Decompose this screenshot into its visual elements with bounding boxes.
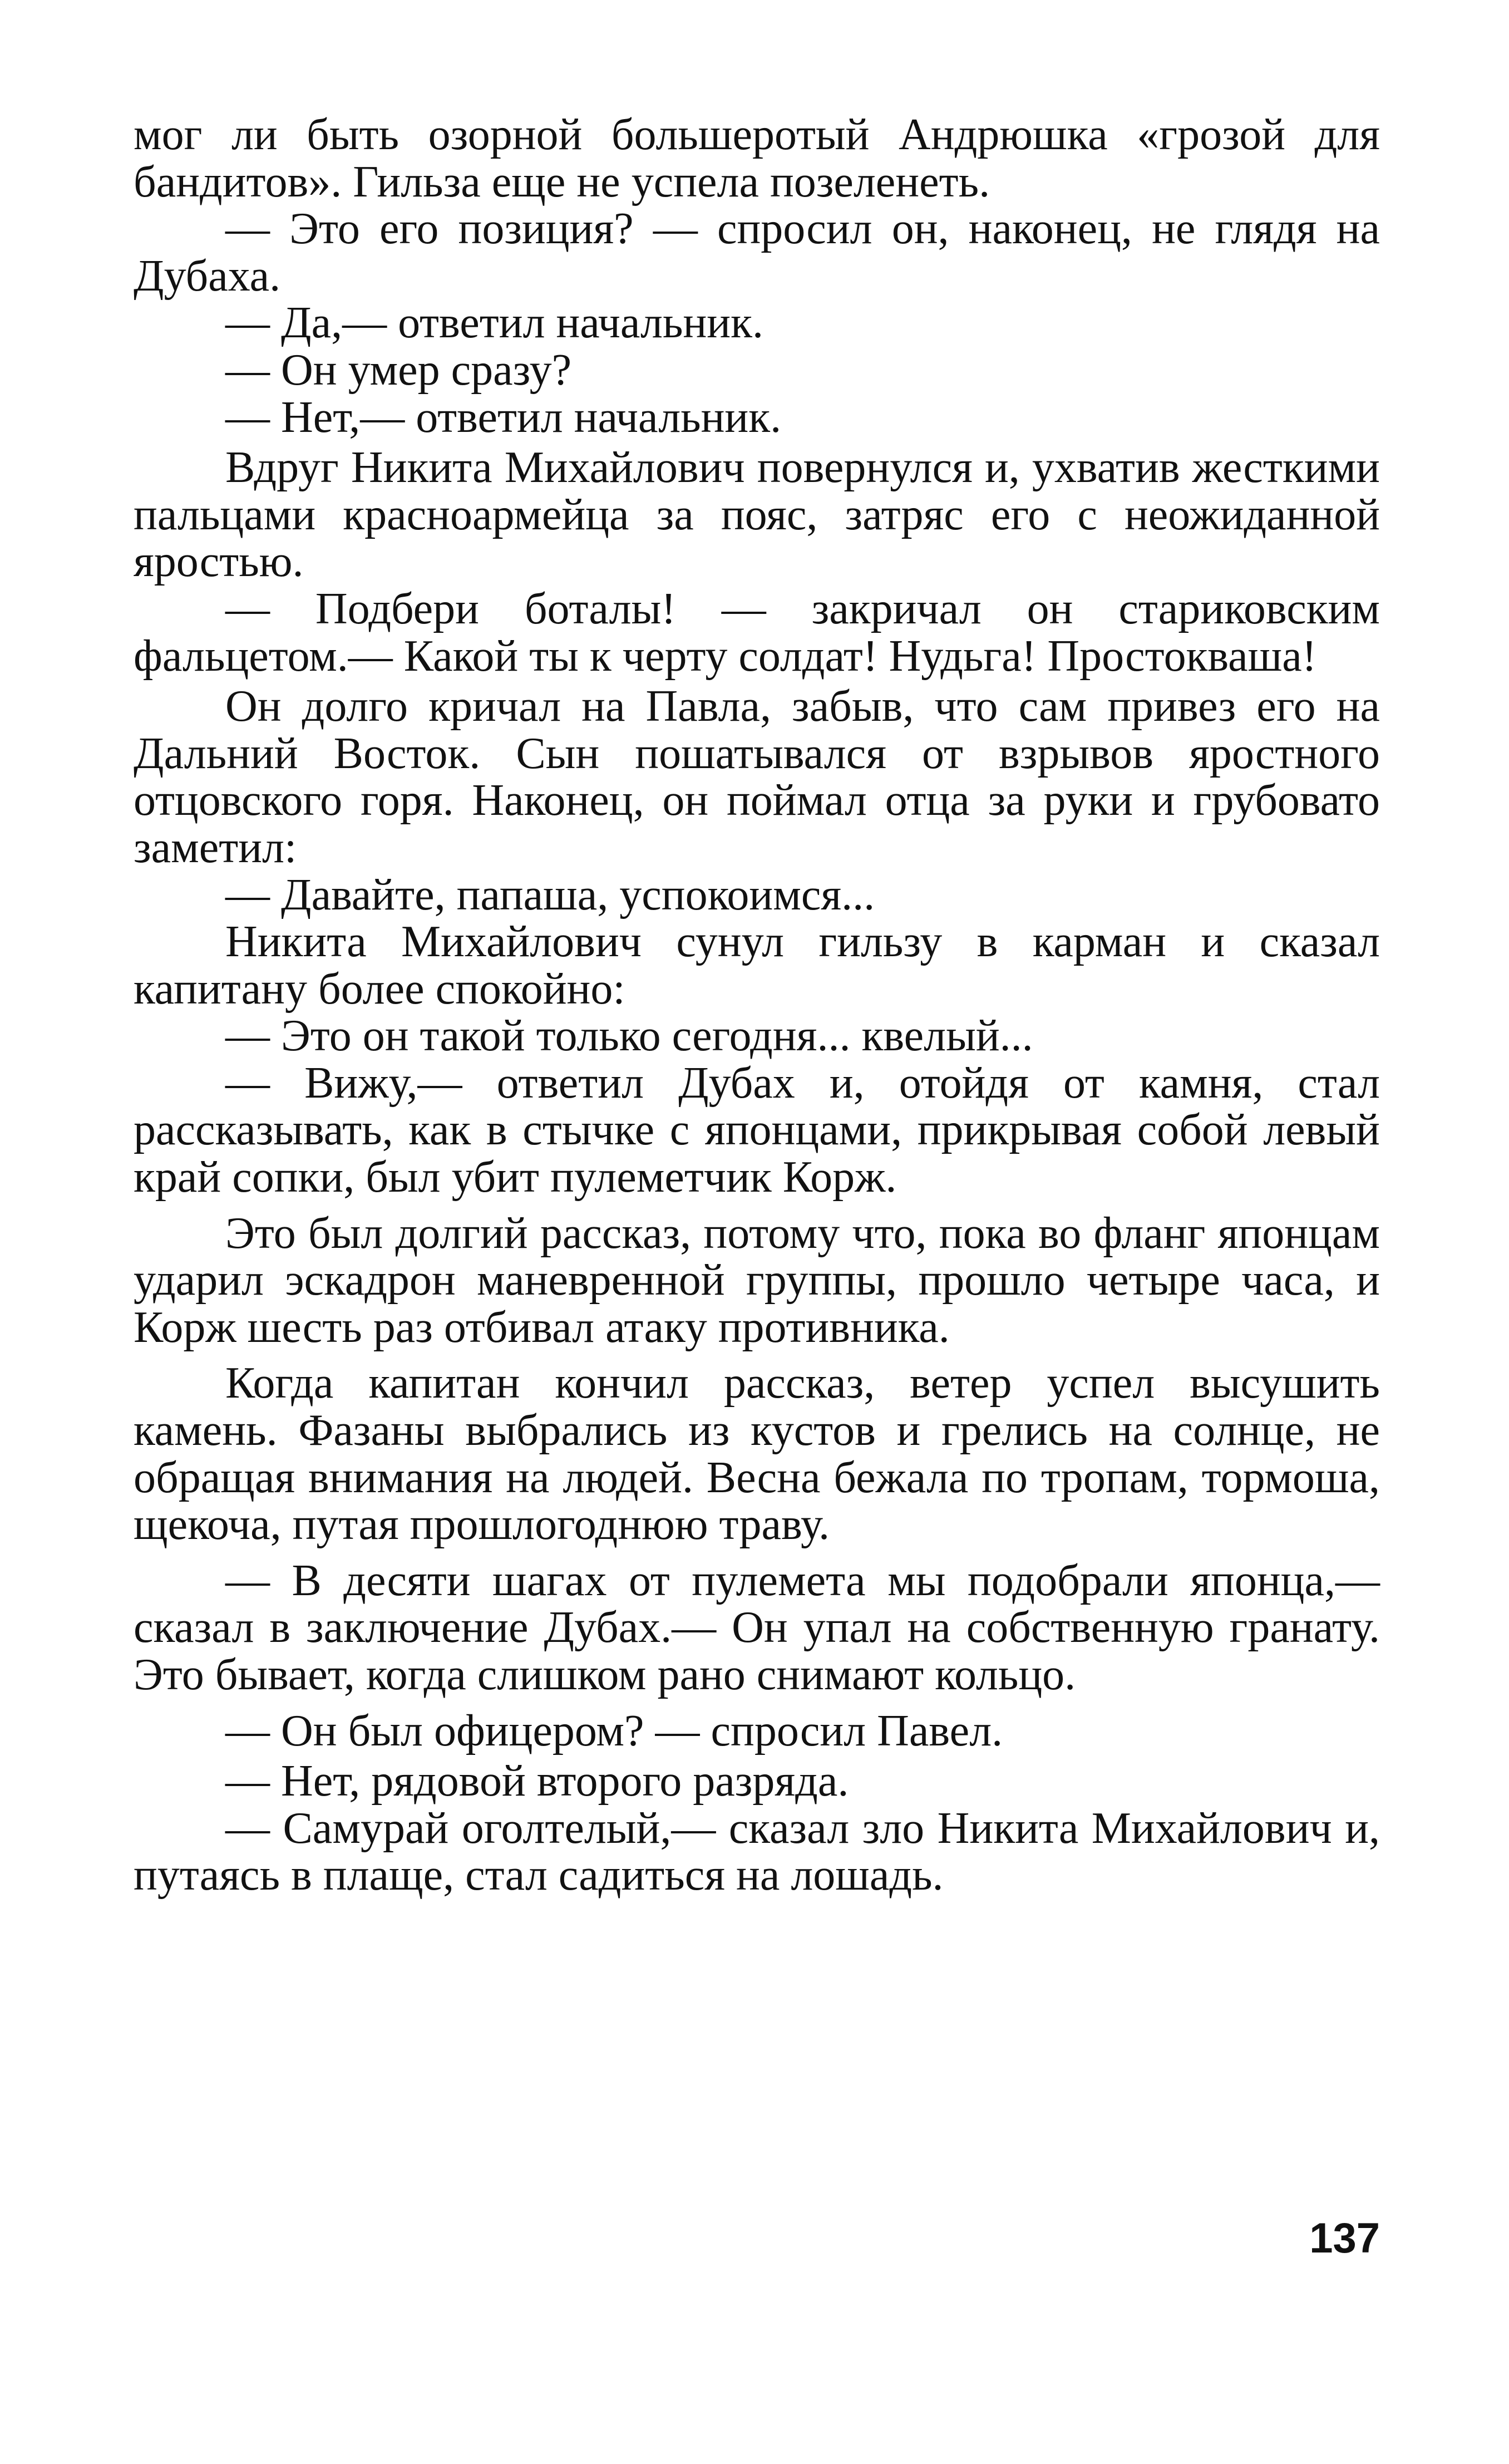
paragraph-continuation: мог ли быть озорной большеротый Андрюшка «грозой для бандитов». Гильза еще не успела позеленеть. <box>134 110 1380 206</box>
dialogue-line: — Вижу,— ответил Дубах и, отойдя от камня, стал рассказывать, как в стычке с японцами, прикрывая собой левый край сопки, был убит пулеметчик Корж. <box>134 1058 1380 1202</box>
book-page <box>134 111 1380 2393</box>
dialogue-line: — Нет,— ответил начальник. <box>225 392 782 442</box>
dialogue-line: — Он умер сразу? <box>225 345 572 395</box>
dialogue-line: — Это он такой только сегодня... квелый... <box>225 1011 1033 1061</box>
dialogue-line: — Подбери боталы! — закричал он стариковским фальцетом.— Какой ты к черту солдат! Нудьга! Простокваша! <box>134 584 1380 681</box>
dialogue-line: — В десяти шагах от пулемета мы подобрали японца,— сказал в заключение Дубах.— Он упал на собственную гранату. Это бывает, когда слишком рано снимают кольцо. <box>134 1556 1380 1699</box>
dialogue-line: — Это его позиция? — спросил он, наконец, не глядя на Дубаха. <box>134 204 1380 301</box>
dialogue-line: — Нет, рядовой второго разряда. <box>225 1757 849 1806</box>
dialogue-line: — Давайте, папаша, успокоимся... <box>225 870 875 919</box>
dialogue-line: — Самурай оголтелый,— сказал зло Никита Михайлович и, путаясь в плаще, стал садиться на лошадь. <box>134 1803 1380 1900</box>
paragraph: Это был долгий рассказ, потому что, пока во фланг японцам ударил эскадрон маневренной группы, прошло четыре часа, и Корж шесть раз отбивал атаку противника. <box>134 1208 1380 1352</box>
paragraph: Когда капитан кончил рассказ, ветер успел высушить камень. Фазаны выбрались из кустов и грелись на солнце, не обращая внимания на людей. Весна бежала по тропам, тормоша, щекоча, путая прошлогоднюю траву. <box>134 1359 1380 1550</box>
paragraph: Он долго кричал на Павла, забыв, что сам привез его на Дальний Восток. Сын пошатывался от взрывов яростного отцовского горя. Наконец, он поймал отца за руки и грубовато заметил: <box>134 682 1380 872</box>
page-number: 137 <box>1309 2215 1380 2262</box>
paragraph: Вдруг Никита Михайлович повернулся и, ухватив жесткими пальцами красноармейца за пояс, затряс его с неожиданной яростью. <box>134 443 1380 587</box>
dialogue-line: — Да,— ответил начальник. <box>225 298 763 348</box>
paragraph: Никита Михайлович сунул гильзу в карман и сказал капитану более спокойно: <box>134 917 1380 1014</box>
dialogue-line: — Он был офицером? — спросил Павел. <box>225 1706 1003 1755</box>
